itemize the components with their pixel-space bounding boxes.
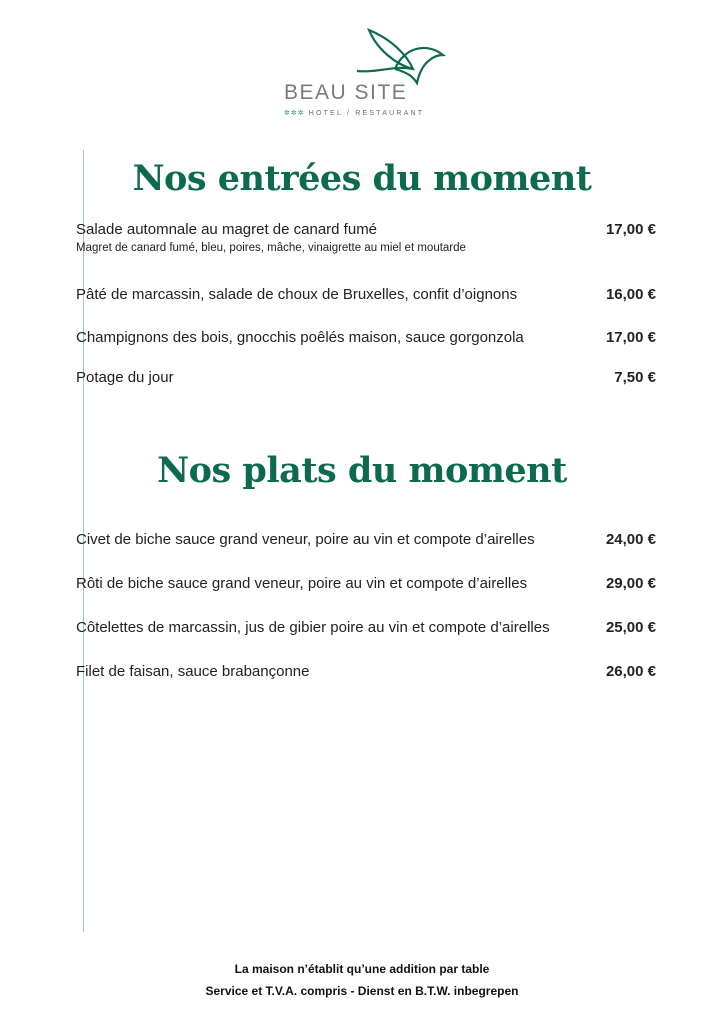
item-price: 17,00 € [605,329,656,346]
item-name: Civet de biche sauce grand veneur, poire au vin et compote d’airelles [76,531,535,548]
item-price: 17,00 € [605,221,656,238]
hotel-logo [280,25,450,120]
item-price: 16,00 € [605,286,656,303]
item-name: Côtelettes de marcassin, jus de gibier poire au vin et compote d’airelles [76,619,550,636]
item-price: 29,00 € [605,575,656,592]
item-price: 26,00 € [605,663,656,680]
brand-tagline [284,109,424,117]
item-name: Salade automnale au magret de canard fumé [76,221,378,238]
section-title-entrees: Nos entrées du moment [132,158,592,199]
item-name: Filet de faisan, sauce brabançonne [76,663,310,680]
item-name: Potage du jour [76,369,174,386]
footer-note-addition: La maison n’établit qu’une addition par table [234,962,490,976]
star-rating: ✲✲✲ [284,110,305,117]
item-price: 25,00 € [605,619,656,636]
item-name: Champignons des bois, gnocchis poêlés maison, sauce gorgonzola [76,329,524,346]
item-name: Rôti de biche sauce grand veneur, poire au vin et compote d’airelles [76,575,528,592]
item-description: Magret de canard fumé, bleu, poires, mâche, vinaigrette au miel et moutarde [76,242,466,254]
item-price: 7,50 € [614,369,656,386]
item-price: 24,00 € [605,531,656,548]
item-name: Pâté de marcassin, salade de choux de Bruxelles, confit d’oignons [76,286,518,303]
footer-note-service: Service et T.V.A. compris - Dienst en B.T.W. inbegrepen [205,984,519,998]
tagline-text: HOTEL / RESTAURANT [308,110,425,117]
section-title-plats: Nos plats du moment [157,450,567,491]
brand-name: BEAU SITE [284,81,408,104]
